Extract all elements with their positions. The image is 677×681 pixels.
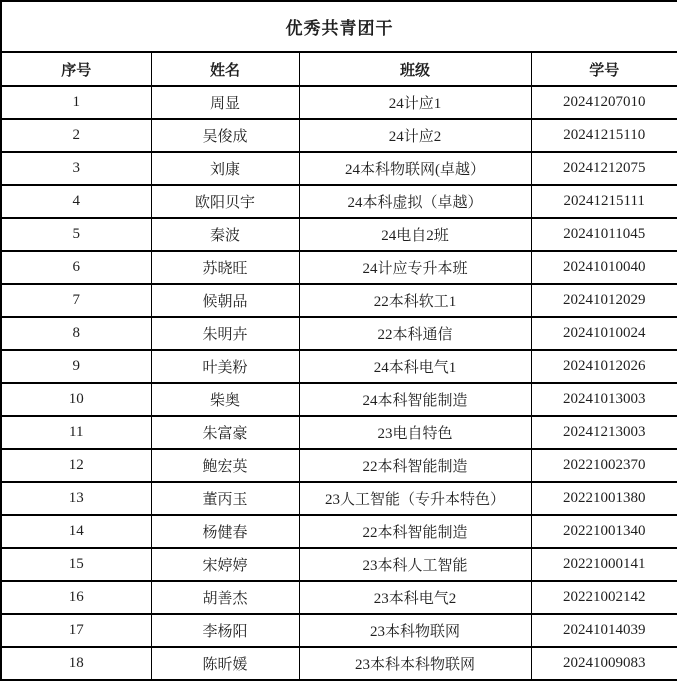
cell-serial: 6 [1, 251, 151, 284]
cell-name: 候朝品 [151, 284, 299, 317]
cell-class: 23本科人工智能 [299, 548, 531, 581]
cell-serial: 17 [1, 614, 151, 647]
cell-name: 吴俊成 [151, 119, 299, 152]
table-row [1, 647, 677, 680]
table-row [1, 482, 677, 515]
cell-serial: 4 [1, 185, 151, 218]
table-row [1, 119, 677, 152]
table-row [1, 581, 677, 614]
cell-id: 20241009083 [531, 647, 677, 680]
table-row [1, 251, 677, 284]
header-row [1, 52, 677, 86]
cell-serial: 1 [1, 86, 151, 119]
cell-id: 20241215111 [531, 185, 677, 218]
cell-id: 20241010040 [531, 251, 677, 284]
cell-name: 胡善杰 [151, 581, 299, 614]
table-row [1, 383, 677, 416]
cell-serial: 14 [1, 515, 151, 548]
cell-class: 23本科电气2 [299, 581, 531, 614]
cell-name: 朱明卉 [151, 317, 299, 350]
cell-id: 20241213003 [531, 416, 677, 449]
cell-id: 20221002142 [531, 581, 677, 614]
table-row [1, 218, 677, 251]
cell-id: 20241207010 [531, 86, 677, 119]
column-header-1: 姓名 [151, 52, 299, 86]
cell-class: 24计应专升本班 [299, 251, 531, 284]
table-row [1, 449, 677, 482]
table-row [1, 350, 677, 383]
cell-name: 苏晓旺 [151, 251, 299, 284]
column-header-3: 学号 [531, 52, 677, 86]
cell-class: 22本科智能制造 [299, 449, 531, 482]
cell-serial: 16 [1, 581, 151, 614]
cell-id: 20241013003 [531, 383, 677, 416]
cell-id: 20241014039 [531, 614, 677, 647]
cell-class: 22本科智能制造 [299, 515, 531, 548]
cell-id: 20241012029 [531, 284, 677, 317]
cell-name: 杨健春 [151, 515, 299, 548]
cell-id: 20241215110 [531, 119, 677, 152]
table-row [1, 614, 677, 647]
cell-name: 秦波 [151, 218, 299, 251]
table-row [1, 284, 677, 317]
cell-serial: 9 [1, 350, 151, 383]
table-title: 优秀共青团干 [1, 1, 677, 52]
cell-serial: 10 [1, 383, 151, 416]
cell-name: 陈昕媛 [151, 647, 299, 680]
cell-id: 20221000141 [531, 548, 677, 581]
table-row [1, 416, 677, 449]
cell-serial: 11 [1, 416, 151, 449]
cell-class: 24本科物联网(卓越） [299, 152, 531, 185]
column-header-0: 序号 [1, 52, 151, 86]
cell-id: 20241012026 [531, 350, 677, 383]
table-row [1, 317, 677, 350]
cell-serial: 2 [1, 119, 151, 152]
cell-name: 欧阳贝宇 [151, 185, 299, 218]
cell-class: 24本科虚拟（卓越） [299, 185, 531, 218]
cell-class: 23电自特色 [299, 416, 531, 449]
cell-name: 刘康 [151, 152, 299, 185]
cell-name: 李杨阳 [151, 614, 299, 647]
cell-name: 叶美粉 [151, 350, 299, 383]
table-row [1, 86, 677, 119]
cell-class: 24计应1 [299, 86, 531, 119]
cell-class: 24电自2班 [299, 218, 531, 251]
cell-name: 鲍宏英 [151, 449, 299, 482]
cell-id: 20221001340 [531, 515, 677, 548]
cell-serial: 12 [1, 449, 151, 482]
cell-serial: 13 [1, 482, 151, 515]
cell-class: 24本科智能制造 [299, 383, 531, 416]
title-row [1, 1, 677, 52]
cell-name: 柴奥 [151, 383, 299, 416]
table-row [1, 185, 677, 218]
cell-id: 20241212075 [531, 152, 677, 185]
cell-class: 24本科电气1 [299, 350, 531, 383]
cell-id: 20241010024 [531, 317, 677, 350]
cell-serial: 7 [1, 284, 151, 317]
cell-class: 24计应2 [299, 119, 531, 152]
cell-name: 董丙玉 [151, 482, 299, 515]
table-row [1, 152, 677, 185]
cell-id: 20241011045 [531, 218, 677, 251]
cell-class: 22本科软工1 [299, 284, 531, 317]
cell-class: 23本科物联网 [299, 614, 531, 647]
cell-id: 20221002370 [531, 449, 677, 482]
table-row [1, 515, 677, 548]
cell-class: 23人工智能（专升本特色） [299, 482, 531, 515]
column-header-2: 班级 [299, 52, 531, 86]
cell-name: 周显 [151, 86, 299, 119]
cell-class: 23本科本科物联网 [299, 647, 531, 680]
cell-serial: 3 [1, 152, 151, 185]
table-body [1, 86, 677, 680]
cell-serial: 8 [1, 317, 151, 350]
cell-serial: 5 [1, 218, 151, 251]
cell-name: 宋婷婷 [151, 548, 299, 581]
cell-name: 朱富豪 [151, 416, 299, 449]
cell-class: 22本科通信 [299, 317, 531, 350]
table-row [1, 548, 677, 581]
cell-serial: 15 [1, 548, 151, 581]
cell-serial: 18 [1, 647, 151, 680]
cell-id: 20221001380 [531, 482, 677, 515]
